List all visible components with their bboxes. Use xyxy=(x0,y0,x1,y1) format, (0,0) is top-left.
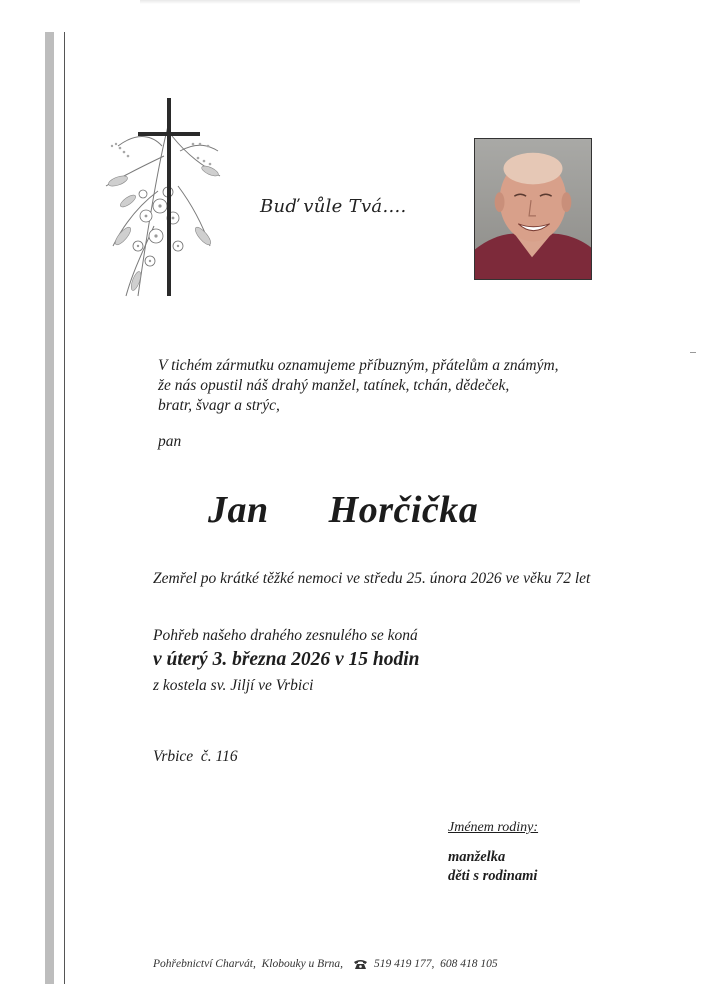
funeral-date: v úterý 3. března 2026 v 15 hodin xyxy=(153,649,420,670)
page-top-shadow xyxy=(140,0,580,4)
scan-mark xyxy=(690,352,696,353)
motto-text: Buď vůle Tvá.... xyxy=(260,196,407,217)
mourning-side-stripe xyxy=(45,32,54,984)
funeral-home-name: Pohřebnictví Charvát, Klobouky u Brna, xyxy=(153,958,344,970)
family-member: manželka xyxy=(448,849,506,865)
family-address: Vrbice č. 116 xyxy=(153,748,238,765)
announcement-line: V tichém zármutku oznamujeme příbuzným, přátelům a známým, xyxy=(158,357,559,374)
announcement-paragraph xyxy=(158,356,559,416)
honorific: pan xyxy=(158,433,182,450)
family-label: Jménem rodiny: xyxy=(448,820,539,835)
funeral-intro: Pohřeb našeho drahého zesnulého se koná xyxy=(153,627,418,644)
family-member: děti s rodinami xyxy=(448,868,538,884)
deceased-name: Jan Horčička xyxy=(208,489,479,531)
phone-numbers: 519 419 177, 608 418 105 xyxy=(374,958,498,970)
family-members xyxy=(448,848,537,886)
death-notice: Zemřel po krátké těžké nemoci ve středu 25. února 2026 ve věku 72 let xyxy=(153,570,591,587)
portrait-photo xyxy=(474,138,592,280)
funeral-place: z kostela sv. Jiljí ve Vrbici xyxy=(153,677,314,694)
telephone-icon xyxy=(353,959,368,970)
cross-with-flowers-icon xyxy=(98,96,233,316)
announcement-line: že nás opustil náš drahý manžel, tatínek, tchán, dědeček, xyxy=(158,377,510,394)
announcement-line: bratr, švagr a strýc, xyxy=(158,397,280,414)
mourning-side-line xyxy=(64,32,65,984)
footer xyxy=(153,958,498,970)
